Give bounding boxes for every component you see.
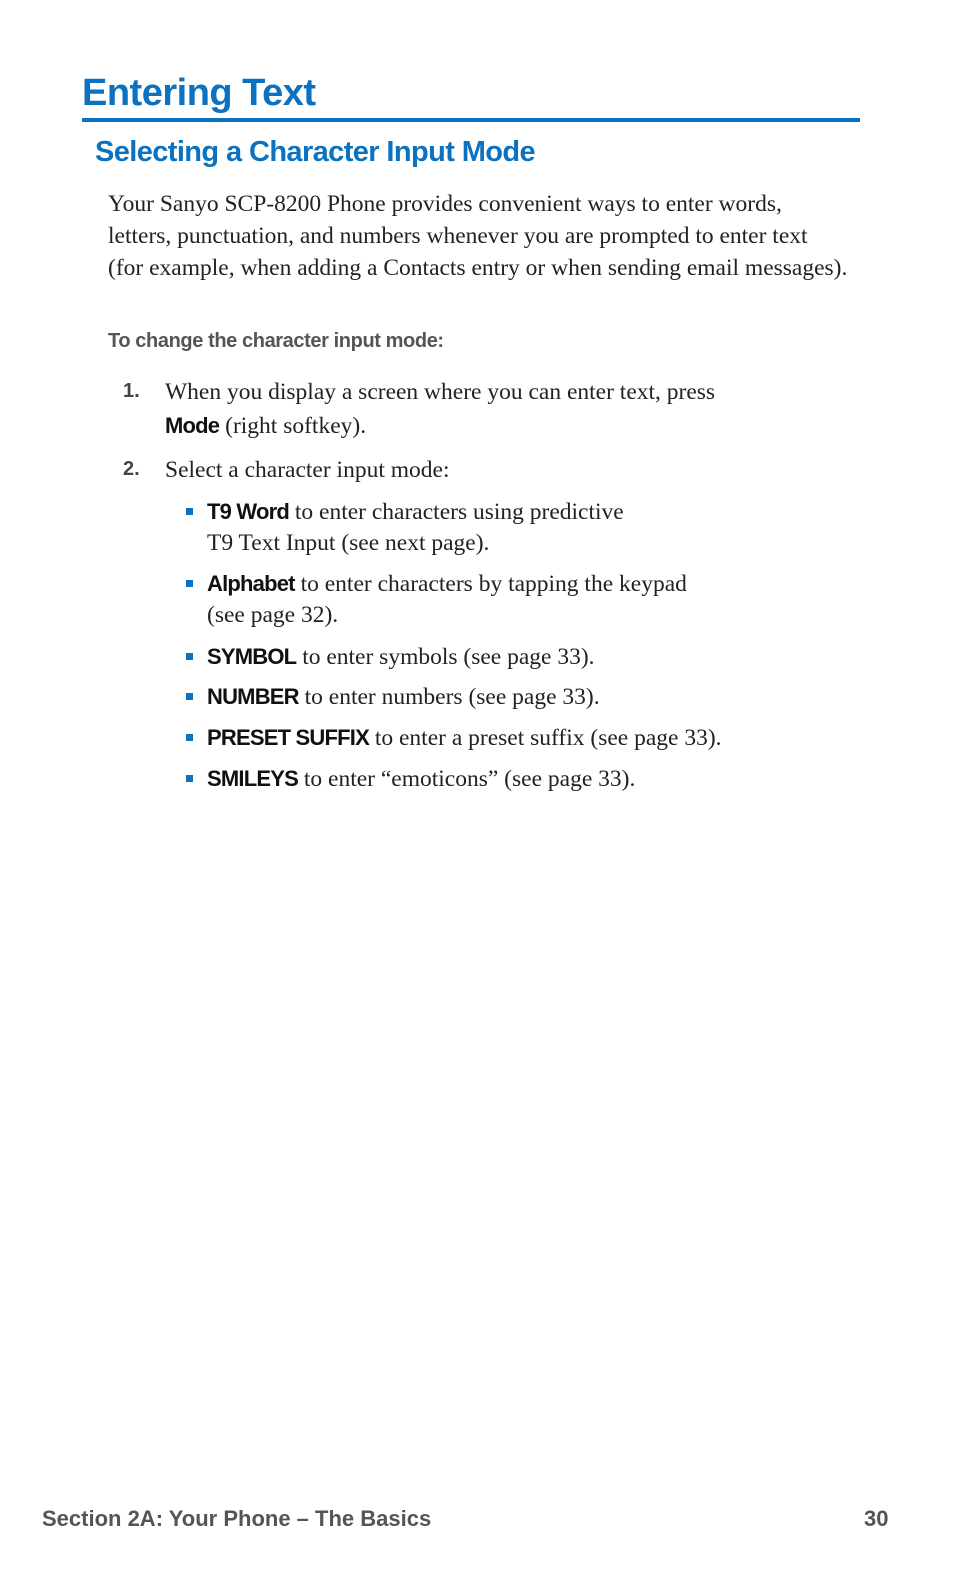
square-bullet-icon [186, 508, 193, 515]
intro-paragraph: Your Sanyo SCP-8200 Phone provides convenient ways to enter words, letters, punctuation, and numbers whenever you are prompted to enter text (for example, when adding a Contacts entry or when sending email messages). [108, 191, 848, 281]
procedure-heading: To change the character input mode: [108, 330, 444, 352]
square-bullet-icon [186, 580, 193, 587]
option-keyword: SYMBOL [207, 644, 297, 669]
option-text-line2: (see page 32). [207, 602, 339, 628]
step-text-before: When you display a screen where you can enter text, press [165, 379, 716, 405]
option-keyword: SMILEYS [207, 766, 298, 791]
square-bullet-icon [186, 734, 193, 741]
square-bullet-icon [186, 693, 193, 700]
option-keyword: PRESET SUFFIX [207, 725, 369, 750]
option-text: to enter numbers (see page 33). [304, 684, 600, 710]
step-number: 2. [123, 458, 140, 480]
option-text: to enter a preset suffix (see page 33). [374, 725, 722, 751]
page-title: Entering Text [82, 72, 316, 114]
option-text: to enter “emoticons” (see page 33). [303, 766, 636, 792]
option-text-line2: T9 Text Input (see next page). [207, 530, 490, 556]
option-text: to enter characters using predictive [294, 499, 624, 525]
step-text: Select a character input mode: [165, 457, 450, 483]
square-bullet-icon [186, 775, 193, 782]
step-text-after: (right softkey). [225, 413, 367, 439]
option-keyword: NUMBER [207, 684, 299, 709]
title-underline-rule [82, 118, 860, 122]
mode-keyword: Mode [165, 413, 220, 438]
option-text: to enter characters by tapping the keypad [300, 571, 687, 597]
option-keyword: T9 Word [207, 499, 289, 524]
step-number: 1. [123, 380, 140, 402]
option-text: to enter symbols (see page 33). [302, 644, 595, 670]
footer-page-number: 30 [864, 1506, 889, 1531]
option-keyword: Alphabet [207, 571, 295, 596]
square-bullet-icon [186, 653, 193, 660]
step-text [165, 376, 825, 443]
footer-section-label: Section 2A: Your Phone – The Basics [42, 1506, 432, 1531]
section-subtitle: Selecting a Character Input Mode [95, 136, 536, 168]
